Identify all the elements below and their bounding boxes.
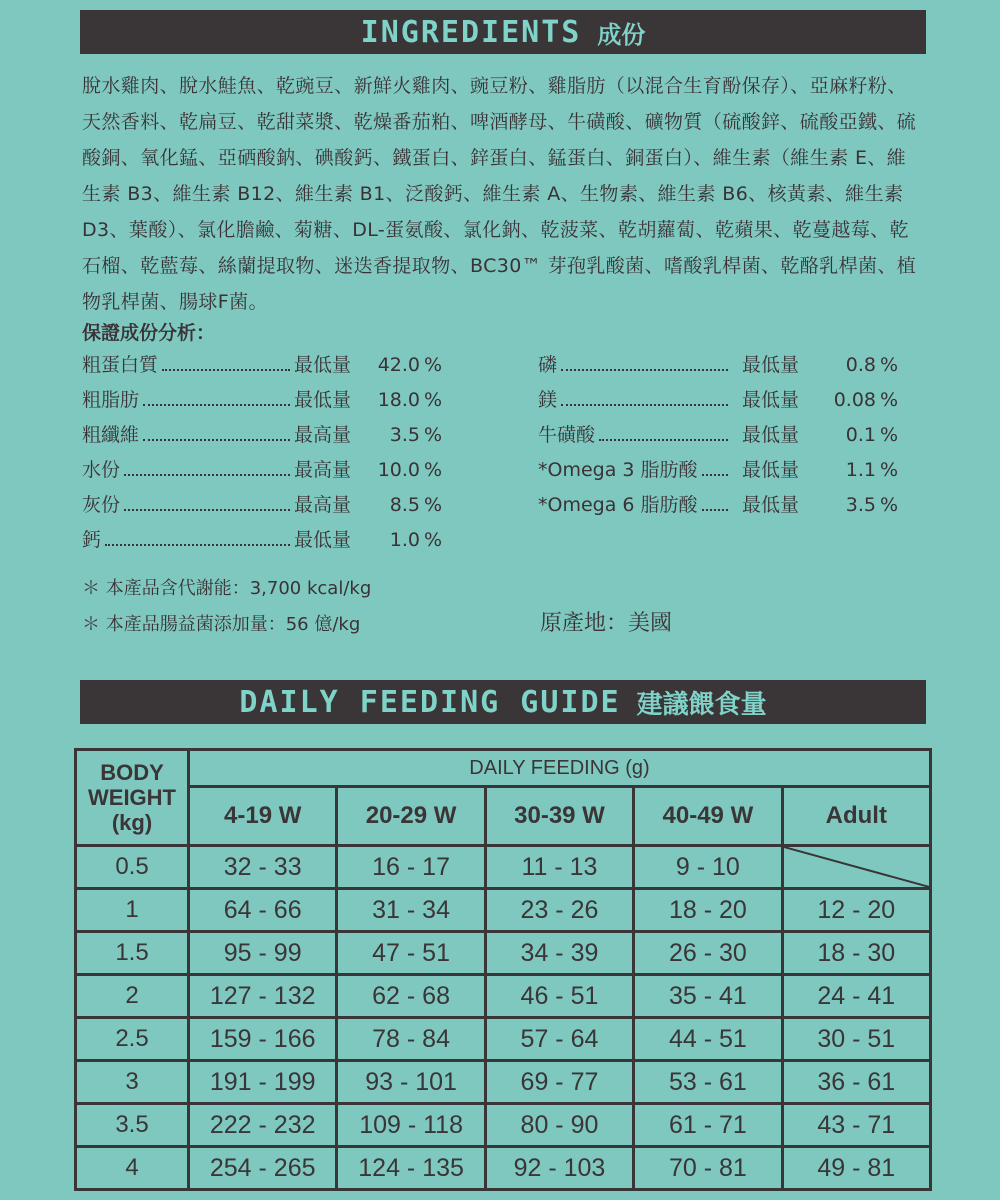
feeding-amount-cell: 191 - 199 bbox=[189, 1061, 337, 1104]
analysis-unit: % bbox=[879, 459, 898, 481]
analysis-unit: % bbox=[879, 389, 898, 411]
feeding-banner bbox=[80, 680, 926, 724]
analysis-name: 粗纖維 bbox=[82, 424, 140, 446]
analysis-name: 鈣 bbox=[82, 529, 102, 551]
feeding-amount-cell: 69 - 77 bbox=[485, 1061, 633, 1104]
feeding-amount-cell: 127 - 132 bbox=[189, 975, 337, 1018]
table-row bbox=[76, 846, 931, 889]
analysis-unit: % bbox=[423, 494, 442, 516]
analysis-row bbox=[82, 490, 442, 525]
header-daily-feeding: DAILY FEEDING (g) bbox=[189, 750, 931, 787]
analysis-kind: 最低量 bbox=[294, 529, 352, 551]
analysis-leader-dots bbox=[599, 425, 728, 441]
analysis-value: 1.1 bbox=[845, 459, 876, 481]
feeding-amount-cell: 124 - 135 bbox=[337, 1147, 485, 1190]
body-weight-cell: 2 bbox=[76, 975, 189, 1018]
analysis-unit: % bbox=[423, 459, 442, 481]
probiotic-note: ＊ 本產品腸益菌添加量：56 億/kg bbox=[82, 614, 361, 635]
feeding-amount-cell: 222 - 232 bbox=[189, 1104, 337, 1147]
body-weight-cell: 4 bbox=[76, 1147, 189, 1190]
feeding-amount-cell: 61 - 71 bbox=[634, 1104, 782, 1147]
table-row bbox=[76, 1061, 931, 1104]
analysis-name: *Omega 3 脂肪酸 bbox=[538, 459, 698, 481]
analysis-value: 42.0 bbox=[377, 354, 420, 376]
analysis-kind: 最低量 bbox=[742, 424, 800, 446]
header-age-column: 30-39 W bbox=[485, 787, 633, 846]
not-applicable-cell bbox=[782, 846, 930, 889]
analysis-unit: % bbox=[879, 424, 898, 446]
feeding-amount-cell: 57 - 64 bbox=[485, 1018, 633, 1061]
feeding-amount-cell: 47 - 51 bbox=[337, 932, 485, 975]
analysis-leader-dots bbox=[702, 495, 728, 511]
ingredients-banner-en: INGREDIENTS bbox=[360, 14, 582, 50]
feeding-amount-cell: 70 - 81 bbox=[634, 1147, 782, 1190]
feeding-amount-cell: 30 - 51 bbox=[782, 1018, 930, 1061]
header-age-column: 4-19 W bbox=[189, 787, 337, 846]
feeding-amount-cell: 16 - 17 bbox=[337, 846, 485, 889]
analysis-value: 0.8 bbox=[845, 354, 876, 376]
analysis-kind: 最低量 bbox=[742, 389, 800, 411]
analysis-row bbox=[82, 350, 442, 385]
analysis-name: 磷 bbox=[538, 354, 558, 376]
body-weight-cell: 1 bbox=[76, 889, 189, 932]
feeding-amount-cell: 62 - 68 bbox=[337, 975, 485, 1018]
analysis-leader-dots bbox=[561, 355, 728, 371]
analysis-kind: 最低量 bbox=[742, 354, 800, 376]
feeding-amount-cell: 23 - 26 bbox=[485, 889, 633, 932]
feeding-amount-cell: 49 - 81 bbox=[782, 1147, 930, 1190]
analysis-value: 18.0 bbox=[377, 389, 420, 411]
analysis-right-column bbox=[538, 350, 898, 525]
feeding-amount-cell: 44 - 51 bbox=[634, 1018, 782, 1061]
analysis-row bbox=[538, 385, 898, 420]
table-row bbox=[76, 1018, 931, 1061]
table-row bbox=[76, 1104, 931, 1147]
header-body-weight: BODY WEIGHT (kg) bbox=[76, 750, 189, 846]
ingredients-banner bbox=[80, 10, 926, 54]
header-age-column: Adult bbox=[782, 787, 930, 846]
feeding-amount-cell: 43 - 71 bbox=[782, 1104, 930, 1147]
feeding-amount-cell: 159 - 166 bbox=[189, 1018, 337, 1061]
feeding-amount-cell: 78 - 84 bbox=[337, 1018, 485, 1061]
analysis-row bbox=[82, 420, 442, 455]
analysis-name: 水份 bbox=[82, 459, 121, 481]
analysis-kind: 最低量 bbox=[294, 389, 352, 411]
analysis-kind: 最低量 bbox=[742, 494, 800, 516]
feeding-amount-cell: 18 - 20 bbox=[634, 889, 782, 932]
feeding-amount-cell: 12 - 20 bbox=[782, 889, 930, 932]
analysis-name: *Omega 6 脂肪酸 bbox=[538, 494, 698, 516]
analysis-value: 0.08 bbox=[833, 389, 876, 411]
energy-note: ＊ 本產品含代謝能：3,700 kcal/kg bbox=[82, 578, 372, 599]
feeding-banner-zh: 建議餵食量 bbox=[636, 689, 767, 720]
analysis-row bbox=[82, 455, 442, 490]
analysis-row bbox=[82, 525, 442, 560]
analysis-value: 1.0 bbox=[389, 529, 420, 551]
header-age-column: 20-29 W bbox=[337, 787, 485, 846]
body-weight-cell: 3 bbox=[76, 1061, 189, 1104]
analysis-value: 0.1 bbox=[845, 424, 876, 446]
analysis-kind: 最低量 bbox=[742, 459, 800, 481]
body-weight-cell: 1.5 bbox=[76, 932, 189, 975]
feeding-table-body bbox=[76, 846, 931, 1190]
analysis-name: 牛磺酸 bbox=[538, 424, 596, 446]
feeding-amount-cell: 92 - 103 bbox=[485, 1147, 633, 1190]
feeding-amount-cell: 35 - 41 bbox=[634, 975, 782, 1018]
analysis-unit: % bbox=[423, 354, 442, 376]
feeding-amount-cell: 34 - 39 bbox=[485, 932, 633, 975]
analysis-unit: % bbox=[879, 354, 898, 376]
feeding-amount-cell: 109 - 118 bbox=[337, 1104, 485, 1147]
analysis-leader-dots bbox=[702, 460, 728, 476]
feeding-amount-cell: 93 - 101 bbox=[337, 1061, 485, 1104]
feeding-amount-cell: 11 - 13 bbox=[485, 846, 633, 889]
feeding-amount-cell: 32 - 33 bbox=[189, 846, 337, 889]
origin-label: 原產地：美國 bbox=[540, 611, 673, 636]
analysis-unit: % bbox=[423, 389, 442, 411]
header-age-column: 40-49 W bbox=[634, 787, 782, 846]
feeding-table bbox=[74, 748, 932, 1191]
table-row bbox=[76, 889, 931, 932]
analysis-value: 3.5 bbox=[845, 494, 876, 516]
analysis-leader-dots bbox=[143, 425, 290, 441]
analysis-leader-dots bbox=[143, 390, 290, 406]
feeding-amount-cell: 80 - 90 bbox=[485, 1104, 633, 1147]
feeding-amount-cell: 9 - 10 bbox=[634, 846, 782, 889]
analysis-leader-dots bbox=[105, 530, 290, 546]
analysis-row bbox=[538, 350, 898, 385]
feeding-amount-cell: 24 - 41 bbox=[782, 975, 930, 1018]
feeding-amount-cell: 31 - 34 bbox=[337, 889, 485, 932]
feeding-amount-cell: 18 - 30 bbox=[782, 932, 930, 975]
feeding-amount-cell: 95 - 99 bbox=[189, 932, 337, 975]
feeding-amount-cell: 254 - 265 bbox=[189, 1147, 337, 1190]
analysis-title: 保證成份分析： bbox=[82, 322, 216, 344]
analysis-name: 粗蛋白質 bbox=[82, 354, 159, 376]
feeding-amount-cell: 46 - 51 bbox=[485, 975, 633, 1018]
analysis-leader-dots bbox=[124, 460, 290, 476]
header-columns-row bbox=[76, 787, 931, 846]
analysis-value: 10.0 bbox=[377, 459, 420, 481]
table-row bbox=[76, 975, 931, 1018]
body-weight-cell: 0.5 bbox=[76, 846, 189, 889]
analysis-name: 灰份 bbox=[82, 494, 121, 516]
feeding-banner-en: DAILY FEEDING GUIDE bbox=[239, 684, 621, 720]
analysis-kind: 最低量 bbox=[294, 354, 352, 376]
analysis-value: 3.5 bbox=[389, 424, 420, 446]
analysis-unit: % bbox=[423, 424, 442, 446]
analysis-name: 粗脂肪 bbox=[82, 389, 140, 411]
analysis-name: 鎂 bbox=[538, 389, 558, 411]
analysis-leader-dots bbox=[162, 355, 290, 371]
analysis-row bbox=[538, 455, 898, 490]
analysis-value: 8.5 bbox=[389, 494, 420, 516]
ingredients-banner-zh: 成份 bbox=[597, 20, 646, 49]
analysis-leader-dots bbox=[561, 390, 728, 406]
body-weight-cell: 3.5 bbox=[76, 1104, 189, 1147]
analysis-kind: 最高量 bbox=[294, 459, 352, 481]
feeding-amount-cell: 64 - 66 bbox=[189, 889, 337, 932]
body-weight-cell: 2.5 bbox=[76, 1018, 189, 1061]
feeding-amount-cell: 53 - 61 bbox=[634, 1061, 782, 1104]
table-row bbox=[76, 932, 931, 975]
analysis-unit: % bbox=[423, 529, 442, 551]
analysis-unit: % bbox=[879, 494, 898, 516]
analysis-row bbox=[538, 490, 898, 525]
analysis-row bbox=[538, 420, 898, 455]
feeding-amount-cell: 26 - 30 bbox=[634, 932, 782, 975]
table-row bbox=[76, 1147, 931, 1190]
analysis-leader-dots bbox=[124, 495, 290, 511]
ingredients-text: 脫水雞肉、脫水鮭魚、乾豌豆、新鮮火雞肉、豌豆粉、雞脂肪（以混合生育酚保存）、亞麻籽粉、天然香料、乾扁豆、乾甜菜漿、乾燥番茄粕、啤酒酵母、牛磺酸、礦物質（硫酸鋅、硫酸亞鐵、硫酸銅、氧化錳、亞硒酸鈉、碘酸鈣、鐵蛋白、鋅蛋白、錳蛋白、銅蛋白）、維生素（維生素 E、維生素 B3、維生素 B12、維生素 B1、泛酸鈣、維生素 A、生物素、維生素 B6、核黃素、維生素 D3、葉酸）、氯化膽鹼、菊糖、DL-蛋氨酸、氯化鈉、乾菠菜、乾胡蘿蔔、乾蘋果、乾蔓越莓、乾石榴、乾藍莓、絲蘭提取物、迷迭香提取物、BC30™ 芽孢乳酸菌、嗜酸乳桿菌、乾酪乳桿菌、植物乳桿菌、腸球F菌。 bbox=[82, 75, 917, 313]
analysis-kind: 最高量 bbox=[294, 424, 352, 446]
feeding-amount-cell: 36 - 61 bbox=[782, 1061, 930, 1104]
analysis-kind: 最高量 bbox=[294, 494, 352, 516]
analysis-row bbox=[82, 385, 442, 420]
analysis-left-column bbox=[82, 350, 442, 560]
